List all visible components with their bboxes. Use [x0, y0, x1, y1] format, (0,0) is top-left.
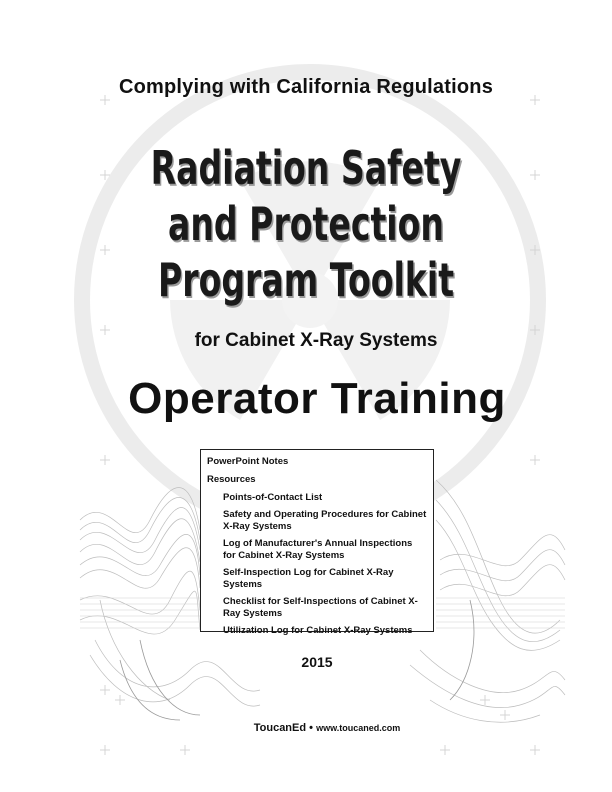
headline: Operator Training	[128, 374, 506, 423]
main-title-line-1: Radiation Safety	[150, 141, 462, 195]
resource-item: Utilization Log for Cabinet X-Ray Systems	[223, 625, 413, 636]
resource-item: Safety and Operating Procedures for Cabinet X-Ray Systems	[223, 509, 427, 532]
contents-section-resources: Resources	[207, 474, 256, 485]
supertitle: Complying with California Regulations	[118, 76, 494, 98]
resource-item: Self-Inspection Log for Cabinet X-Ray Systems	[223, 567, 394, 590]
resource-item: Points-of-Contact List	[223, 492, 323, 503]
main-title-line-3: Program Toolkit	[157, 253, 455, 307]
footer	[0, 722, 612, 734]
footer-separator: •	[309, 722, 314, 734]
contents-box	[200, 449, 434, 636]
contents-section-powerpoint: PowerPoint Notes	[207, 456, 289, 467]
resource-item: Log of Manufacturer's Annual Inspections for Cabinet X-Ray Systems	[223, 538, 413, 561]
resources-list	[207, 492, 427, 637]
main-title	[86, 140, 527, 308]
subtitle: for Cabinet X-Ray Systems	[194, 330, 438, 351]
main-title-line-2: and Protection	[168, 197, 444, 251]
resource-item: Checklist for Self-Inspections of Cabinet X-Ray Systems	[223, 596, 418, 619]
publisher-name: ToucanEd	[253, 722, 307, 734]
publication-year: 2015	[301, 654, 333, 670]
publisher-url: www.toucaned.com	[316, 723, 401, 733]
